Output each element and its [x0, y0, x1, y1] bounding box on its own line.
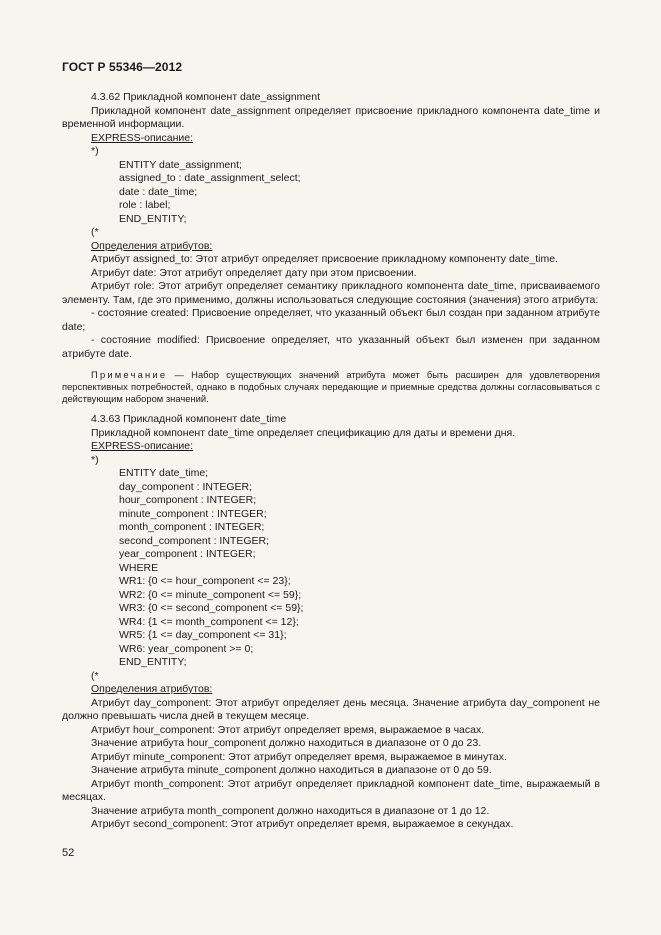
text-line: (* [91, 226, 99, 238]
text-line: Атрибут date: Этот атрибут определяет дату при этом присвоении. [91, 266, 417, 279]
text-line: END_ENTITY; [119, 656, 187, 668]
text-line: - состояние modified: Присвоение определяет, что указанный объект был изменен при заданном атрибуте date. [62, 334, 600, 360]
text-line: 4.3.63 Прикладной компонент date_time [91, 413, 287, 425]
text-line: Определения атрибутов: [91, 239, 213, 252]
text-line: date : date_time; [119, 185, 198, 198]
text-line: WR3: {0 <= second_component <= 59}; [119, 602, 304, 614]
text-line: second_component : INTEGER; [119, 534, 269, 547]
text-line: WR5: {1 <= day_component <= 31}; [119, 629, 287, 641]
section-date-assignment [62, 91, 600, 361]
note-label: Примечание [91, 369, 168, 380]
text-line: *) [91, 145, 99, 157]
text-line: ENTITY date_time; [119, 467, 209, 479]
text-line: minute_component : INTEGER; [119, 507, 267, 520]
text-line: Прикладной компонент date_time определяет спецификацию для даты и времени дня. [91, 426, 516, 439]
text-line: Значение атрибута month_component должно находиться в диапазоне от 1 до 12. [91, 804, 490, 817]
text-line: hour_component : INTEGER; [119, 494, 257, 506]
text-line: WHERE [119, 561, 159, 574]
section-date-time [62, 413, 600, 832]
text-line: day_component : INTEGER; [119, 480, 253, 493]
text-line: WR1: {0 <= hour_component <= 23}; [119, 575, 291, 587]
text-line: Прикладной компонент date_assignment определяет присвоение прикладного компонента date_time и временной информации. [62, 104, 600, 130]
text-line: ENTITY date_assignment; [119, 158, 242, 171]
text-line: Атрибут second_component: Этот атрибут определяет время, выражаемое в секундах. [91, 818, 514, 830]
text-line: Значение атрибута minute_component должно находиться в диапазоне от 0 до 59. [91, 764, 492, 776]
text-line: Значение атрибута hour_component должно находиться в диапазоне от 0 до 23. [91, 737, 482, 749]
text-line: WR2: {0 <= minute_component <= 59}; [119, 588, 302, 601]
text-line: Атрибут minute_component: Этот атрибут определяет время, выражаемое в минутах. [91, 750, 507, 763]
text-line: END_ENTITY; [119, 212, 187, 225]
document-body [62, 91, 600, 832]
text-line: Атрибут hour_component: Этот атрибут определяет время, выражаемое в часах. [91, 723, 485, 736]
note-text: — Набор существующих значений атрибута может быть расширен для удовлетворения перспективных потребностей, однако в подобных случаях передающие и приемные средства должны согласовываться с действующим набором значений. [62, 369, 600, 404]
text-line: Определения атрибутов: [91, 683, 213, 695]
text-line: year_component : INTEGER; [119, 548, 256, 560]
text-line: *) [91, 453, 99, 466]
text-line: (* [91, 669, 99, 682]
text-line: assigned_to : date_assignment_select; [119, 172, 301, 184]
text-line: Атрибут month_component: Этот атрибут определяет прикладной компонент date_time, выражаемый в месяцах. [62, 777, 600, 803]
text-line: Атрибут day_component: Этот атрибут определяет день месяца. Значение атрибута day_component не должно превышать числа дней в текущем месяце. [62, 696, 600, 722]
text-line: EXPRESS-описание: [91, 440, 194, 452]
text-line: 4.3.62 Прикладной компонент date_assignment [91, 91, 321, 103]
text-line: WR4: {1 <= month_component <= 12}; [119, 615, 299, 628]
text-line: WR6: year_component >= 0; [119, 642, 254, 655]
note-paragraph [62, 369, 600, 405]
text-line: - состояние created: Присвоение определяет, что указанный объект был создан при заданном атрибуте date; [62, 307, 600, 333]
text-line: month_component : INTEGER; [119, 521, 265, 533]
text-line: Атрибут role: Этот атрибут определяет семантику прикладного компонента date_time, присваиваемого элементу. Там, где это применимо, должны использоваться следующие состояния (значения) этого атрибута: [62, 280, 600, 306]
page-number: 52 [62, 847, 75, 859]
text-line: EXPRESS-описание: [91, 131, 194, 144]
text-line: role : label; [119, 199, 171, 211]
text-line: Атрибут assigned_to: Этот атрибут определяет присвоение прикладному компоненту date_time. [91, 253, 558, 265]
document-header: ГОСТ Р 55346—2012 [62, 60, 183, 74]
